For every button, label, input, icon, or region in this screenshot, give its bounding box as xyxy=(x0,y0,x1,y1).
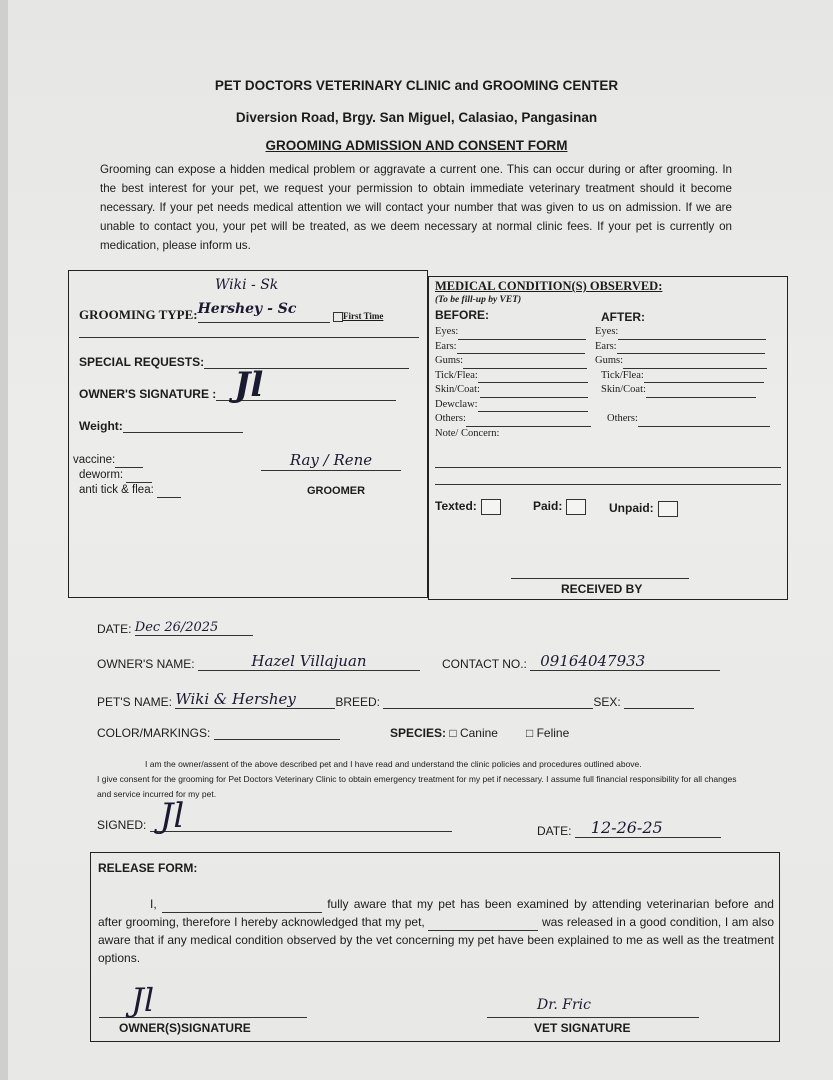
anti-tick-flea-label: anti tick & flea: xyxy=(79,484,154,496)
medical-box xyxy=(428,276,788,600)
before-label: BEFORE: xyxy=(435,308,489,322)
texted-label: Texted: xyxy=(435,499,477,514)
first-time-label: First Time xyxy=(343,311,384,321)
others-label: Others: xyxy=(435,413,466,424)
med-row: Skin/Coat: Skin/Coat: xyxy=(435,383,785,398)
special-requests-label: SPECIAL REQUESTS: xyxy=(79,355,205,369)
feline-label: Feline xyxy=(536,726,570,740)
owner-name-label: OWNER'S NAME: xyxy=(97,657,195,671)
sex-label: SEX: xyxy=(593,695,621,709)
owner-signature-label-release: OWNER(S)SIGNATURE xyxy=(119,1021,251,1035)
canine-label: Canine xyxy=(459,726,498,740)
release-text: I, fully aware that my pet has been examined by attending veterinarian before and after grooming, therefore I hereby acknowledged that my pet, was released in a good condition, I am also aware that if any medical condition observed by the vet concerning my pet have been explained to me as well as the treatment options. xyxy=(98,897,774,965)
grooming-type-label: GROOMING TYPE: xyxy=(79,307,198,322)
feline-checkbox[interactable]: □ xyxy=(525,726,537,740)
texted-checkbox[interactable] xyxy=(481,499,501,515)
deworm-label: deworm: xyxy=(79,469,124,481)
grooming-box xyxy=(68,270,428,598)
consent-text-2: I give consent for the grooming for Pet Doctors Veterinary Clinic to obtain emergency treatment for my pet if necessary. I assume full financial responsibility for all changes and service incurred for my pet. xyxy=(97,774,737,799)
consent-text-1: I am the owner/assent of the above described pet and I have read and understand the clinic policies and procedures outlined above. xyxy=(145,759,642,769)
contact-label: CONTACT NO.: xyxy=(442,657,527,671)
grooming-type-value-2: Hershey - Sc xyxy=(197,301,297,317)
received-by-label: RECEIVED BY xyxy=(561,582,643,596)
vaccine-label: vaccine: xyxy=(73,454,116,466)
signed-label: SIGNED: xyxy=(97,818,147,832)
med-row: Gums: Gums: xyxy=(435,354,785,369)
unpaid-label: Unpaid: xyxy=(609,501,654,516)
contact-field[interactable]: 09164047933 xyxy=(530,652,720,671)
breed-label: BREED: xyxy=(335,695,381,709)
medical-rows: Eyes: Eyes: Ears: Ears: Gums: Gums: Tick/Flea: Tick/Flea: Skin/Coat: Skin/Coat: Dewclaw: Others: Others: Note/ Concern: xyxy=(435,325,785,441)
date-label: DATE: xyxy=(97,622,132,636)
signed-field[interactable]: Jl xyxy=(150,818,452,832)
pet-name-label: PET'S NAME: xyxy=(97,695,172,709)
medical-title: MEDICAL CONDITION(S) OBSERVED: xyxy=(435,279,663,293)
breed-field[interactable] xyxy=(383,708,593,709)
paid-checkbox[interactable] xyxy=(566,499,586,515)
signature-mark: Jl xyxy=(234,365,264,405)
note-label: Note/ Concern: xyxy=(435,427,500,439)
weight-field[interactable] xyxy=(123,432,243,433)
consent-date-label: DATE: xyxy=(537,824,572,838)
med-row: Eyes: Eyes: xyxy=(435,325,785,340)
form-title: GROOMING ADMISSION AND CONSENT FORM xyxy=(265,138,568,153)
vet-signature-value: Dr. Fric xyxy=(537,997,592,1013)
release-pet-field[interactable] xyxy=(428,930,538,931)
med-row: Tick/Flea: Tick/Flea: xyxy=(435,369,785,384)
color-field[interactable] xyxy=(214,739,340,740)
first-time-checkbox[interactable] xyxy=(333,312,343,322)
dewclaw-label: Dewclaw: xyxy=(435,398,478,410)
owner-signature-field[interactable] xyxy=(216,365,396,405)
canine-checkbox[interactable]: □ xyxy=(449,726,460,740)
unpaid-checkbox[interactable] xyxy=(658,501,678,517)
release-name-field[interactable] xyxy=(162,912,322,913)
clinic-name: PET DOCTORS VETERINARY CLINIC and GROOMING CENTER xyxy=(214,78,619,93)
grooming-type-value-1: Wiki - Sk xyxy=(215,277,279,293)
owner-signature-label: OWNER'S SIGNATURE : xyxy=(79,387,217,401)
weight-label: Weight: xyxy=(79,419,123,433)
groomer-label: GROOMER xyxy=(307,485,366,497)
species-label: SPECIES: xyxy=(390,726,447,740)
divider xyxy=(79,337,419,338)
clinic-address: Diversion Road, Brgy. San Miguel, Calasiao, Pangasinan xyxy=(235,110,598,125)
after-label: AFTER: xyxy=(601,310,645,324)
release-box xyxy=(90,852,780,1042)
consent-date-field[interactable]: 12-26-25 xyxy=(575,818,721,838)
pet-name-field[interactable]: Wiki & Hershey xyxy=(175,690,335,709)
sex-field[interactable] xyxy=(624,708,694,709)
date-field[interactable]: Dec 26/2025 xyxy=(135,620,253,636)
release-title: RELEASE FORM: xyxy=(98,861,198,875)
vet-signature-label: VET SIGNATURE xyxy=(534,1021,631,1035)
paid-label: Paid: xyxy=(533,499,563,514)
intro-paragraph: Grooming can expose a hidden medical problem or aggravate a current one. This can occur during or after grooming. In the best interest for your pet, we request your permission to obtain immediate veterinary treatment should it become necessary. If your pet needs medical attention we will contact your number that was given to us on admission. If we are unable to contact you, your pet will be treated, as we deem necessary at normal clinic fees. If your pet is currently on medication, please inform us. xyxy=(100,163,732,252)
medical-subtitle: (To be fill-up by VET) xyxy=(435,295,522,305)
owner-release-signature: Jl xyxy=(131,981,155,1019)
color-label: COLOR/MARKINGS: xyxy=(97,726,211,740)
med-row: Ears: Ears: xyxy=(435,340,785,355)
owner-name-field[interactable]: Hazel Villajuan xyxy=(198,652,420,671)
groomer-value: Ray / Rene xyxy=(289,451,373,469)
